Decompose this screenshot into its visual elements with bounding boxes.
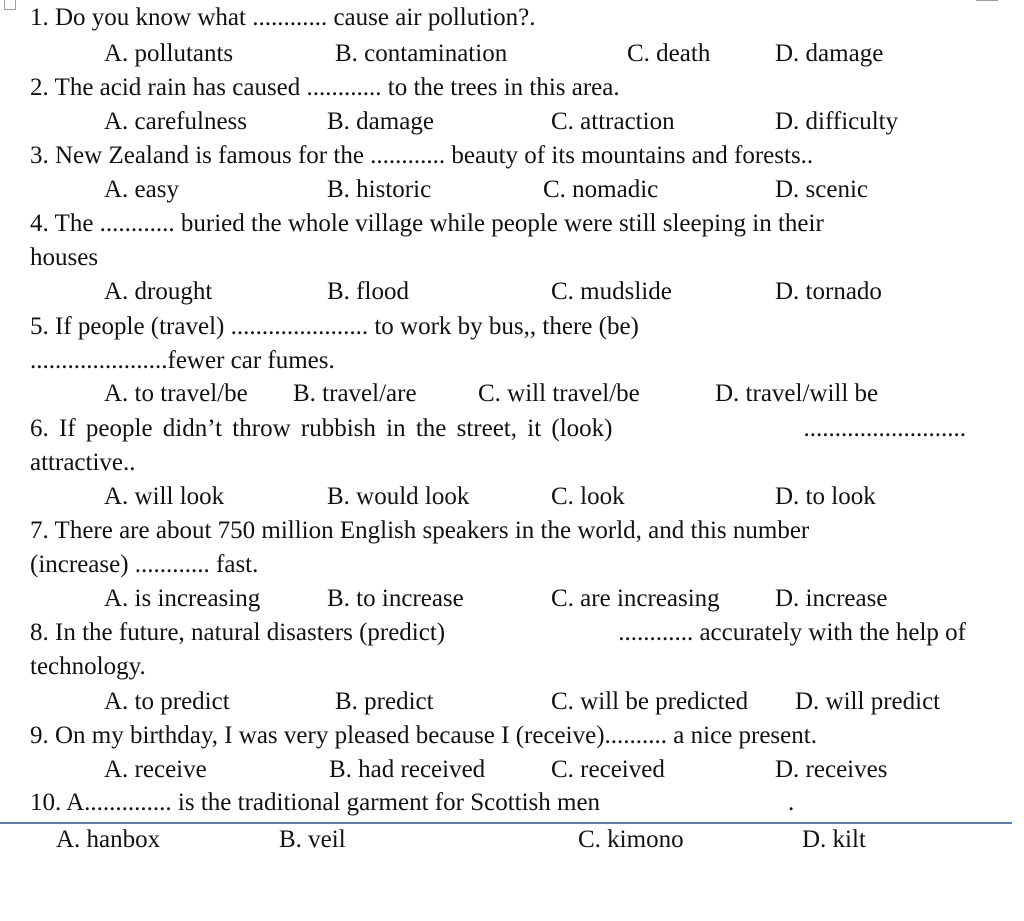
question-2-option-c: C. attraction [551, 108, 675, 135]
question-7-stem-line-2: (increase) ............ fast. [30, 551, 259, 578]
question-3-stem: 3. New Zealand is famous for the ............ beauty of its mountains and forests.. [30, 142, 814, 169]
question-7-option-c: C. are increasing [551, 585, 720, 612]
question-4-stem-line-1: 4. The ............ buried the whole village while people were still sleeping in their [30, 210, 824, 237]
question-2-option-d: D. difficulty [775, 108, 899, 135]
section-divider-line [0, 822, 1012, 824]
question-10-stem: 10. A.............. is the traditional garment for Scottish men [30, 789, 601, 816]
question-10-option-a: A. hanbox [56, 826, 161, 853]
question-10-option-d: D. kilt [802, 826, 866, 853]
question-5-option-c: C. will travel/be [478, 380, 640, 407]
question-1-option-c: C. death [627, 40, 711, 67]
question-10-trailing-dot: . [788, 789, 795, 816]
question-2-option-a: A. carefulness [104, 108, 247, 135]
question-3-option-a: A. easy [104, 176, 179, 203]
question-3-option-c: C. nomadic [543, 176, 659, 203]
question-6-option-b: B. would look [327, 483, 470, 510]
question-2-stem: 2. The acid rain has caused ............ to the trees in this area. [30, 74, 620, 101]
question-9-option-b: B. had received [329, 756, 486, 783]
question-8-option-d: D. will predict [795, 688, 941, 715]
question-8-stem-tail: ............ accurately with the help of [618, 619, 966, 646]
question-9-option-a: A. receive [104, 756, 207, 783]
question-6-stem-line-2: attractive.. [30, 449, 136, 476]
question-10-option-c: C. kimono [578, 826, 684, 853]
question-5-stem-line-2: ......................fewer car fumes. [30, 347, 335, 374]
question-8-option-b: B. predict [335, 688, 434, 715]
question-9-stem: 9. On my birthday, I was very pleased because I (receive).......... a nice present. [30, 722, 817, 749]
question-4-option-c: C. mudslide [551, 278, 672, 305]
question-3-option-d: D. scenic [775, 176, 869, 203]
question-4-option-b: B. flood [327, 278, 409, 305]
page-corner-mark [4, 0, 16, 10]
question-4-option-a: A. drought [104, 278, 213, 305]
question-5-stem-line-1: 5. If people (travel) ...................... to work by bus,, there (be) [30, 313, 639, 340]
question-1-option-b: B. contamination [335, 40, 508, 67]
question-4-option-d: D. tornado [775, 278, 882, 305]
question-7-stem-line-1: 7. There are about 750 million English speakers in the world, and this number [30, 517, 810, 544]
question-6-stem-text: 6. If people didn’t throw rubbish in the street, it (look) [30, 415, 613, 442]
question-9-option-d: D. receives [775, 756, 888, 783]
question-5-option-d: D. travel/will be [715, 380, 879, 407]
question-6-option-c: C. look [551, 483, 625, 510]
question-6-option-a: A. will look [104, 483, 225, 510]
question-8-option-c: C. will be predicted [551, 688, 749, 715]
question-6-answer-blank: .......................... [803, 415, 966, 442]
question-4-stem-line-2: houses [30, 244, 99, 271]
question-8-option-a: A. to predict [104, 688, 230, 715]
question-1-option-a: A. pollutants [104, 40, 234, 67]
question-8-stem-line-2: technology. [30, 653, 146, 680]
question-3-option-b: B. historic [327, 176, 432, 203]
question-1-stem: 1. Do you know what ............ cause air pollution?. [30, 4, 536, 31]
top-edge-dash [976, 0, 998, 1]
question-7-option-d: D. increase [775, 585, 888, 612]
question-6-stem-line-1 [30, 415, 966, 443]
question-1-option-d: D. damage [775, 40, 884, 67]
question-8-stem-text: 8. In the future, natural disasters (predict) [30, 619, 446, 646]
question-9-option-c: C. received [551, 756, 665, 783]
question-2-option-b: B. damage [327, 108, 434, 135]
question-5-option-a: A. to travel/be [104, 380, 248, 407]
question-7-option-b: B. to increase [327, 585, 464, 612]
question-10-option-b: B. veil [279, 826, 346, 853]
question-7-option-a: A. is increasing [104, 585, 261, 612]
question-8-stem-line-1 [30, 619, 966, 647]
question-6-option-d: D. to look [775, 483, 876, 510]
question-5-option-b: B. travel/are [293, 380, 417, 407]
